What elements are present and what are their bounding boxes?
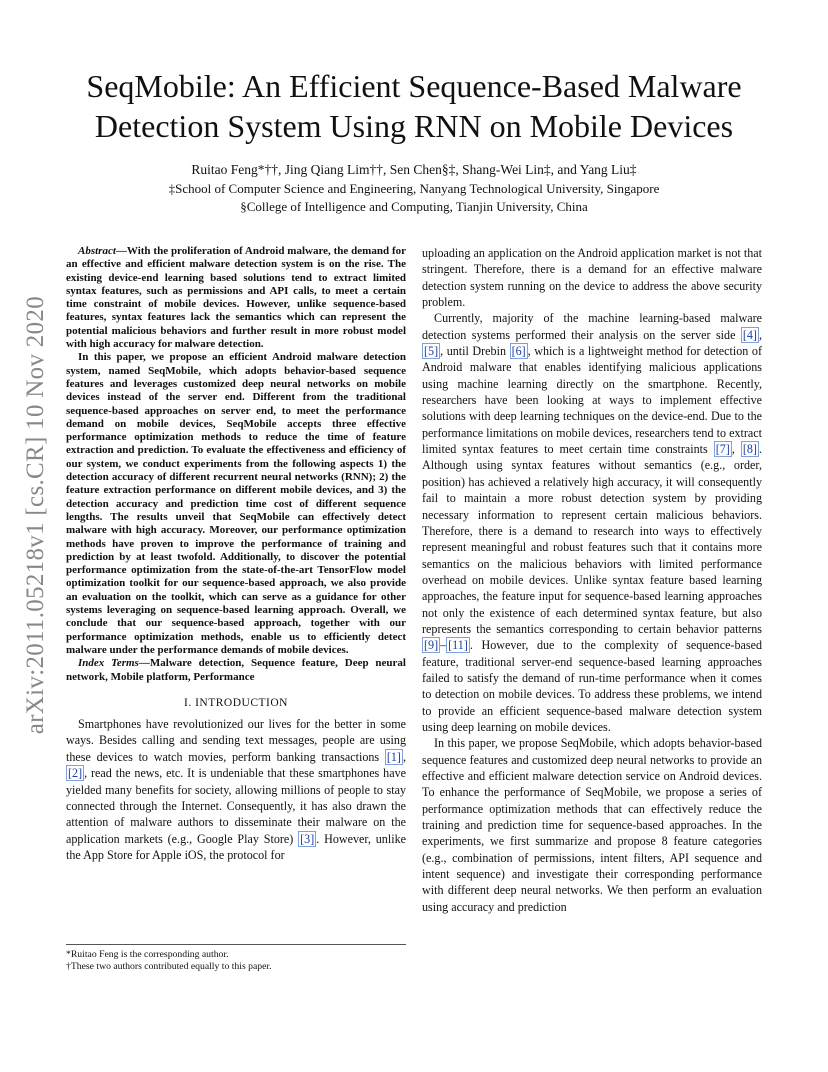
citation-link[interactable]: [11] [448, 638, 468, 653]
right-paragraph-3: In this paper, we propose SeqMobile, which adopts behavior-based sequence features and customized deep neural networks to provide an effective and efficient malware detection service on Android devices. To enhance the performance of SeqMobile, we propose a series of performance optimization methods that can effectively reduce the training and prediction time for sequence-based approaches. In the experiments, we first summarize and propose 8 feature categories (e.g., combination of permissions, intent filters, API sequence and intent sequence) and investigate their corresponding performance with different deep neural networks. We then perform an evaluation using accuracy and prediction [422, 736, 762, 914]
citation-link[interactable]: [7] [715, 442, 730, 457]
paper-title [60, 66, 768, 146]
citation-link[interactable]: [4] [742, 327, 757, 342]
right-column [422, 245, 762, 915]
section-heading-introduction: I. INTRODUCTION [184, 696, 288, 709]
author-list: Ruitao Feng*††, Jing Qiang Lim††, Sen Chen§‡, Shang-Wei Lin‡, and Yang Liu‡ [191, 162, 637, 177]
affiliation-tju: §College of Intelligence and Computing, Tianjin University, China [240, 199, 588, 214]
title-line-2: Detection System Using RNN on Mobile Devices [94, 108, 734, 144]
title-line-1: SeqMobile: An Efficient Sequence-Based Malware [86, 68, 742, 104]
citation-link[interactable]: [5] [424, 344, 439, 359]
footnotes [66, 944, 406, 973]
affiliation-ntu: ‡School of Computer Science and Engineering, Nanyang Technological University, Singapore [168, 181, 660, 196]
intro-paragraph-1: Smartphones have revolutionized our lives for the better in some ways. Besides calling and sending text messages, people are using these devices to watch movies, perform banking transactions [1] , [2] , read the news, etc. It is undeniable that these smartphones have yielded many benefits for society, allowing millions of people to stay connected through the Internet. Consequently, it has also drawn the attention of malware authors to disseminate their malware on the application markets (e.g., Google Play Store) [3] . However, unlike the App Store for Apple iOS, the protocol for [66, 717, 406, 862]
citation-link[interactable]: [1] [386, 749, 401, 764]
citation-link[interactable]: [2] [68, 766, 83, 781]
footnote-corresponding-author: *Ruitao Feng is the corresponding author. [66, 949, 229, 960]
citation-link[interactable]: [9] [424, 638, 439, 653]
footnote-equal-contribution: †These two authors contributed equally to this paper. [66, 961, 272, 972]
arxiv-identifier: arXiv:2011.05218v1 [cs.CR] 10 Nov 2020 [22, 295, 49, 735]
abstract-label: Abstract [78, 245, 116, 257]
abstract [66, 245, 406, 684]
index-terms: —Malware detection, Sequence feature, Deep neural network, Mobile platform, Performance [66, 657, 406, 683]
right-paragraph-1: uploading an application on the Android application market is not that stringent. Therefore, there is a demand for an effective malware detection system running on the device to address the above security problem. [422, 246, 762, 310]
citation-link[interactable]: [8] [742, 442, 757, 457]
citation-link[interactable]: [6] [511, 344, 526, 359]
right-paragraph-2: Currently, majority of the machine learning-based malware detection systems performed their analysis on the server side [4] , [5] , until Drebin [6] , which is a lightweight method for detection of Android malware that enables identifying malicious applications using machine learning directly on the smartphone. Recently, researchers have been looking at ways to implement effective solutions with deep learning techniques on the device-end. Due to the performance limitations on mobile devices, researchers tend to extract limited syntax features to meet certain time constraints [7] , [8] . Although using syntax features without semantics (e.g., order, position) has achieved a relatively high accuracy, it will consequently fail to maintain a more robust detection system by providing necessary information to represent certain malicious behaviors. Therefore, there is a demand to research into ways to effectively represent meaningful and robust features such that it contains more semantics on the malicious behaviors with limited performance overhead on mobile devices. Unlike syntax feature based learning approaches, the feature input for sequence-based learning approaches not only the existence of each determined syntax feature, but also represents the semantics corresponding to certain behavior patterns [9] – [11] . However, due to the complexity of sequence-based feature, traditional server-end sequence-based learning approaches failed to satisfy the demand of run-time performance when it comes to detection on mobile devices. To address these problems, we intend to provide an efficient sequence-based malware detection system using deep learning on mobile devices. [422, 311, 762, 734]
left-column [66, 245, 406, 863]
arxiv-sidebar [18, 280, 54, 750]
abstract-paragraph-1: —With the proliferation of Android malware, the demand for an effective and efficient malware detection system is on the rise. The existing device-end learning based solutions tend to extract limited syntax features, such as permissions and API calls, to meet a certain time constraint of mobile devices. However, unlike sequence-based features, syntax features lack the semantics which can represent the potential malicious behaviors and further result in more robust model with high accuracy for malware detection. [66, 245, 406, 351]
abstract-paragraph-2: In this paper, we propose an efficient Android malware detection system, named SeqMobile, which adopts behavior-based sequence features and leverages customized deep neural networks on mobile devices instead of the server end. Different from the traditional sequence-based approaches on server end, to meet the performance demand on mobile devices, SeqMobile accepts three effective performance optimization methods to reduce the time of feature extraction and prediction. To evaluate the effectiveness and efficiency of our system, we conduct experiments from the following aspects 1) the detection accuracy of different recurrent neural networks (RNN); 2) the feature extraction performance on different mobile devices, and 3) the detection accuracy and prediction time cost of different sequence lengths. The results unveil that SeqMobile can effectively detect malware with high accuracy. Moreover, our performance optimization methods have proven to improve the performance of training and prediction by at least twofold. Additionally, to discover the potential performance optimization from the state-of-the-art TensorFlow model optimization toolkit for our sequence-based approach, we also provide an evaluation on the toolkit, which can serve as a guidance for other systems leveraging on sequence-based learning approach. Overall, we conclude that our sequence-based approach, together with our performance optimization methods, enable us to efficiently detect malware under the performance demands of mobile devices. [66, 351, 406, 656]
index-terms-label: Index Terms [78, 657, 139, 670]
citation-link[interactable]: [3] [300, 831, 315, 846]
